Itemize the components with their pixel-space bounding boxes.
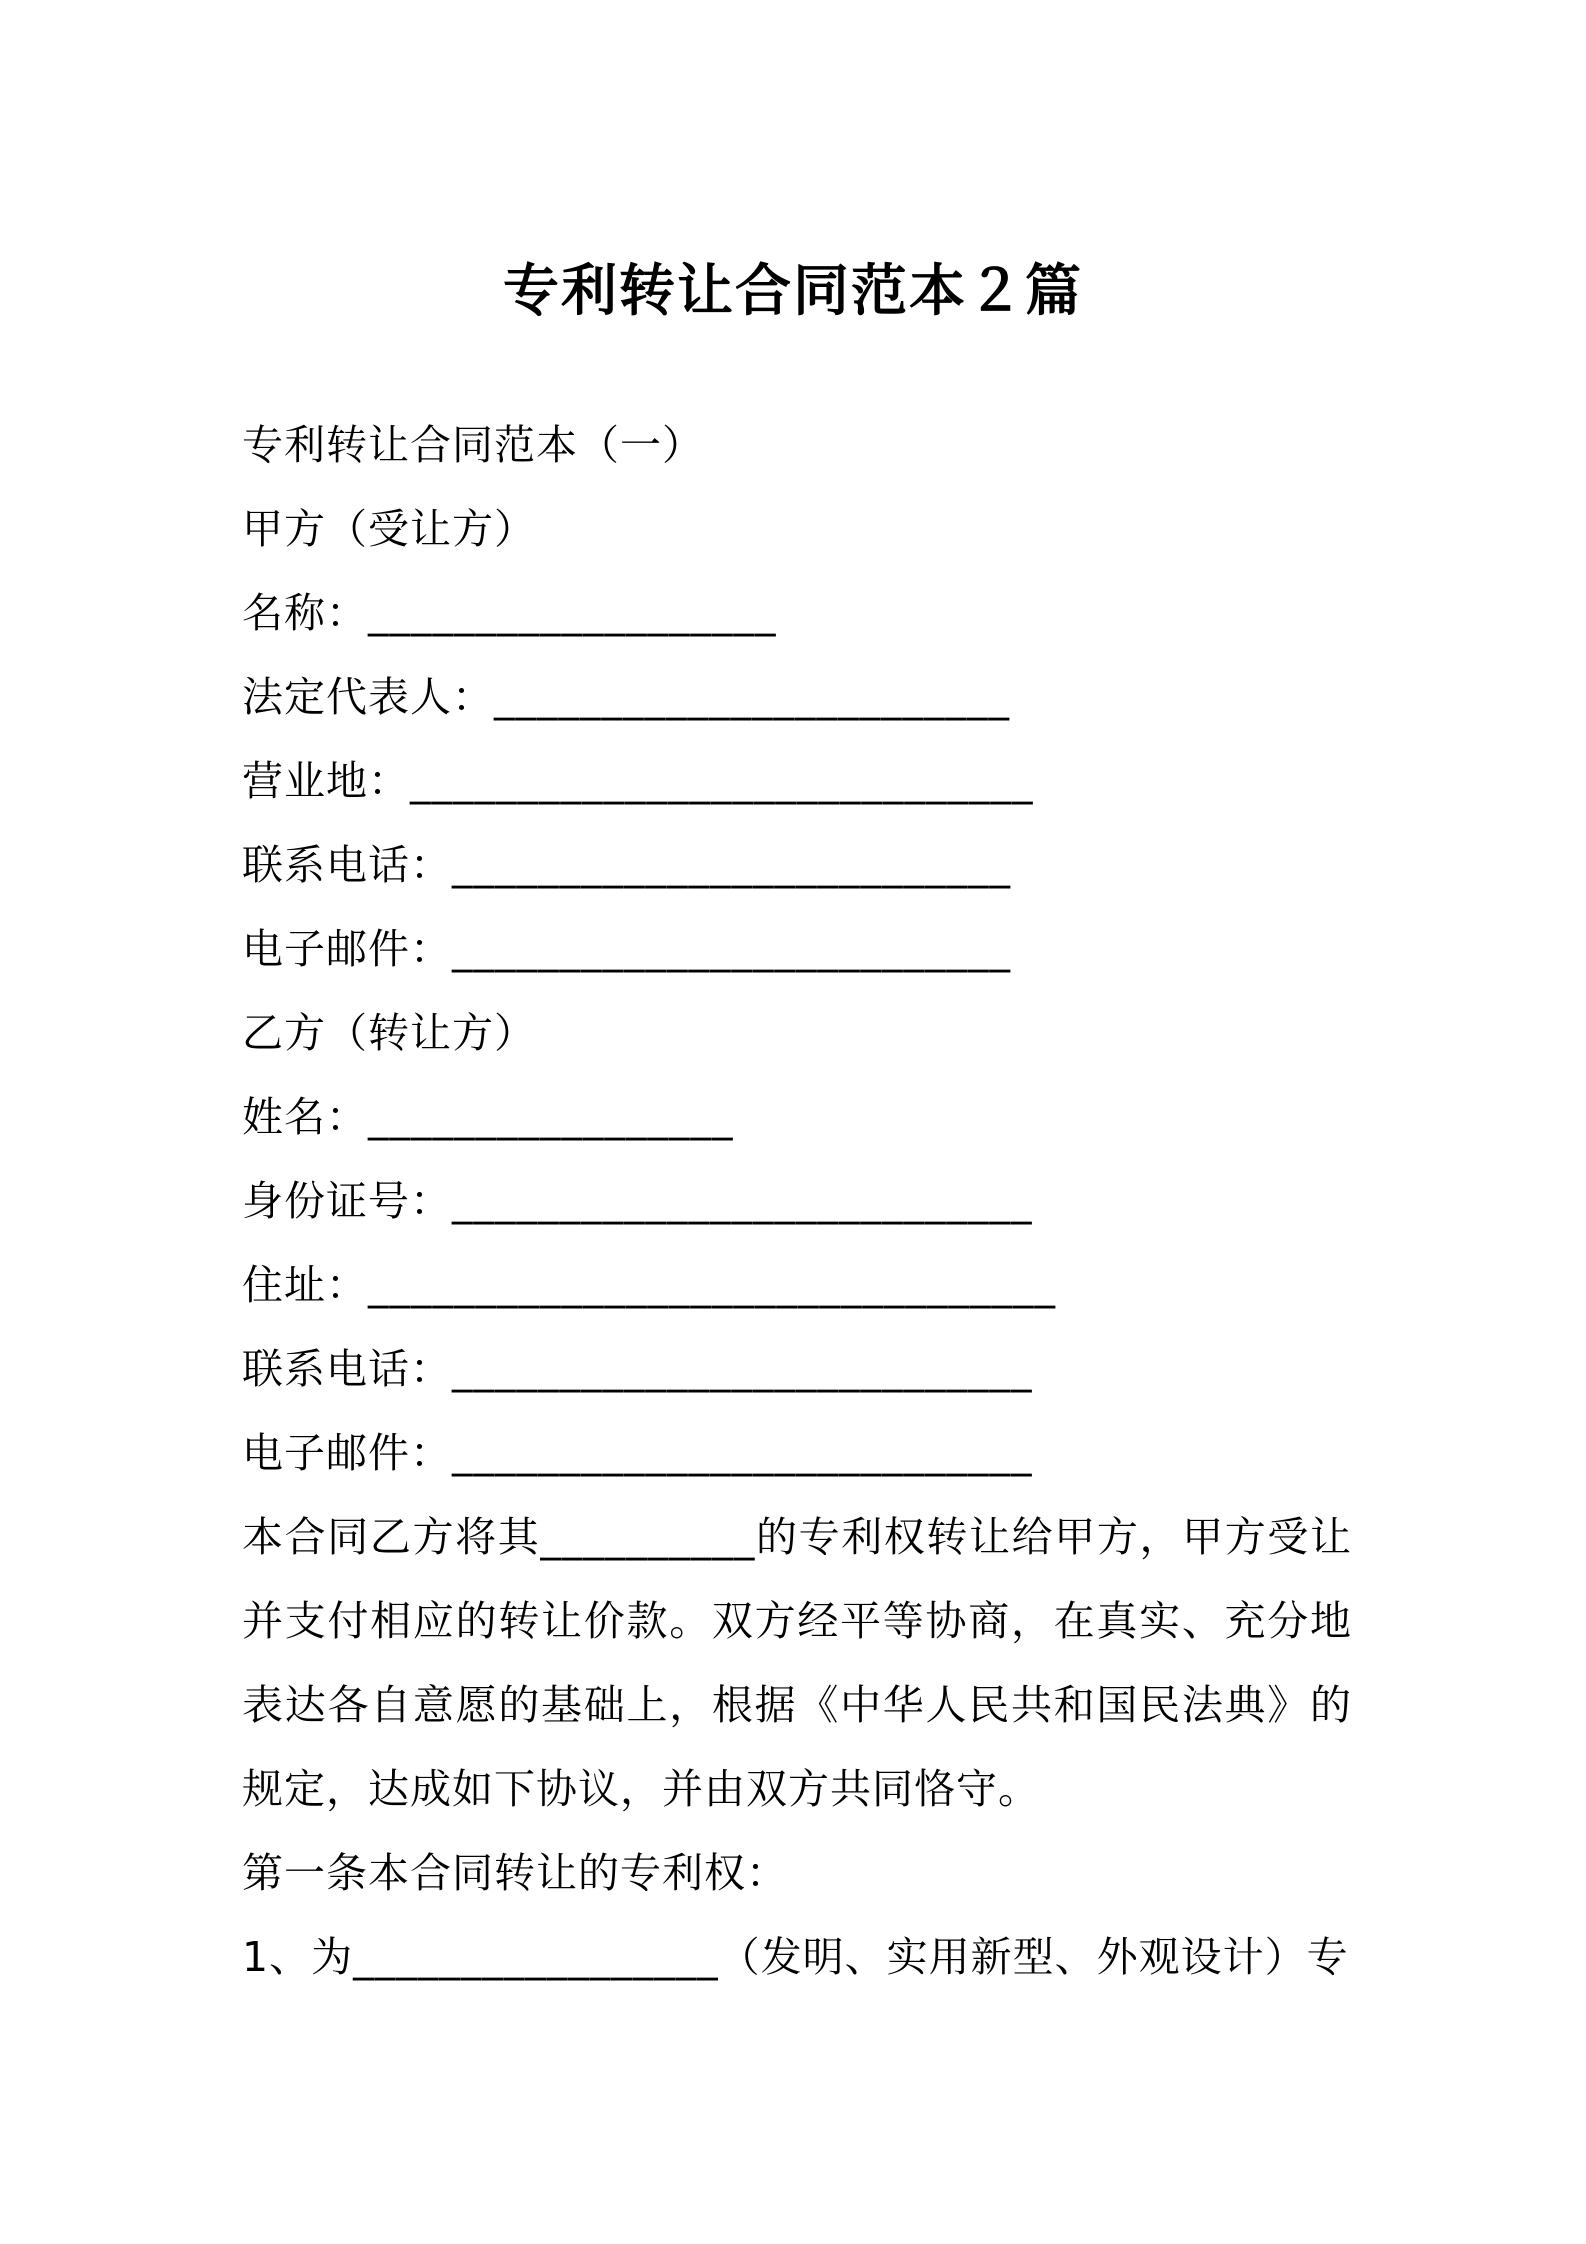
section-heading: 专利转让合同范本（一） <box>242 421 704 469</box>
party-b-id-label: 身份证号： <box>242 1177 452 1225</box>
party-b-email-blank: ___________________________ <box>452 1429 1033 1477</box>
party-b-email-field <box>242 1411 1352 1495</box>
party-a-name-label: 名称： <box>242 589 368 637</box>
document-title: 专利转让合同范本２篇 <box>503 259 1083 324</box>
intro-paragraph: 本合同乙方将其__________的专利权转让给甲方，甲方受让并支付相应的转让价款。双方经平等协商，在真实、充分地表达各自意愿的基础上，根据《中华人民共和国民法典》的规定，达成如下协议，并由双方共同恪守。 <box>242 1513 1352 1813</box>
party-b-heading: 乙方（转让方） <box>242 1009 536 1057</box>
party-a-phone-blank: __________________________ <box>452 841 1011 889</box>
party-a-legal-rep-blank: ________________________ <box>494 673 1010 721</box>
party-b-address-field <box>242 1243 1352 1327</box>
party-b-address-label: 住址： <box>242 1261 368 1309</box>
party-b-id-field <box>242 1159 1352 1243</box>
party-b-email-label: 电子邮件： <box>242 1429 452 1477</box>
party-a-email-blank: __________________________ <box>452 925 1011 973</box>
document-body <box>242 403 1352 1999</box>
party-b-phone-field <box>242 1327 1352 1411</box>
party-b-name-field <box>242 1075 1352 1159</box>
party-b-name-label: 姓名： <box>242 1093 368 1141</box>
party-a-name-blank: ___________________ <box>368 589 777 637</box>
party-a-email-field <box>242 907 1352 991</box>
party-a-legal-rep-label: 法定代表人： <box>242 673 494 721</box>
party-a-legal-rep-field <box>242 655 1352 739</box>
party-a-phone-field <box>242 823 1352 907</box>
article-1-item-1: 1、为_________________（发明、实用新型、外观设计）专 <box>242 1933 1349 1981</box>
party-a-phone-label: 联系电话： <box>242 841 452 889</box>
party-a-address-blank: _____________________________ <box>410 757 1034 805</box>
party-a-heading: 甲方（受让方） <box>242 505 536 553</box>
party-b-phone-blank: ___________________________ <box>452 1345 1033 1393</box>
article-1-heading: 第一条本合同转让的专利权： <box>242 1849 788 1897</box>
party-a-address-field <box>242 739 1352 823</box>
party-a-name-field <box>242 571 1352 655</box>
party-b-name-blank: _________________ <box>368 1093 734 1141</box>
party-b-address-blank: ________________________________ <box>368 1261 1056 1309</box>
party-b-phone-label: 联系电话： <box>242 1345 452 1393</box>
party-a-email-label: 电子邮件： <box>242 925 452 973</box>
party-a-address-label: 营业地： <box>242 757 410 805</box>
party-b-id-blank: ___________________________ <box>452 1177 1033 1225</box>
